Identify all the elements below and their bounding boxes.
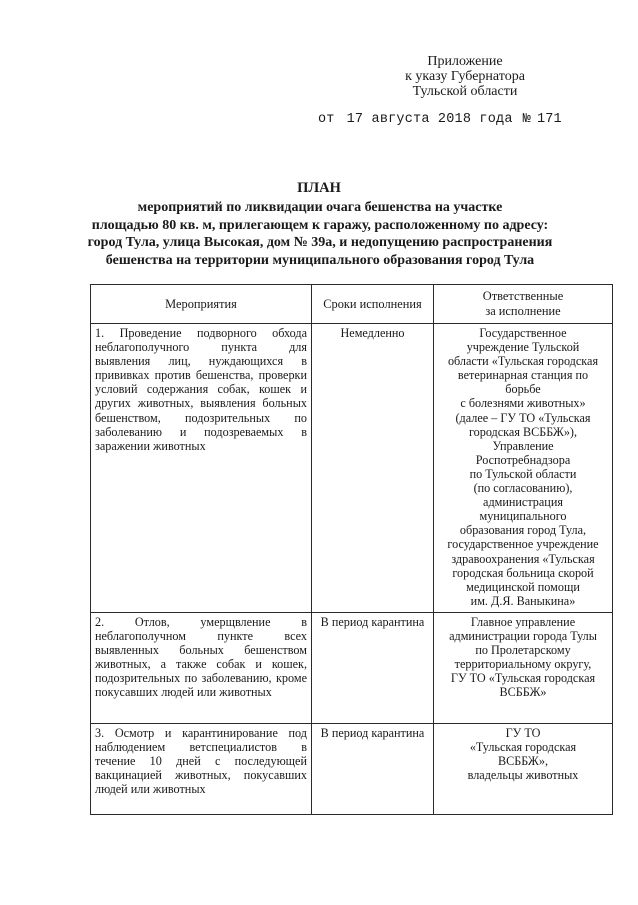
responsible-line: образования город Тула, bbox=[459, 523, 587, 538]
appendix-line: к указу Губернатора bbox=[405, 69, 525, 84]
plan-title: ПЛАН bbox=[297, 180, 341, 196]
responsible-line: борьбе bbox=[505, 382, 541, 397]
responsible-line: государственное учреждение bbox=[447, 537, 599, 552]
plan-subtitle-line: площадью 80 кв. м, прилегающем к гаражу, расположенному по адресу: bbox=[91, 217, 549, 233]
header-responsible-line: за исполнение bbox=[485, 304, 561, 318]
responsible-line: городская ВСББЖ»), bbox=[468, 424, 578, 439]
responsible-line: Управление bbox=[492, 438, 554, 453]
responsible-line: администрация bbox=[483, 495, 563, 510]
responsible-line: владельцы животных bbox=[467, 768, 579, 783]
table-row bbox=[91, 324, 613, 613]
responsible-line: городская больница скорой bbox=[452, 565, 594, 580]
decree-date: 17 августа 2018 года bbox=[346, 112, 513, 127]
deadline-cell: В период карантина bbox=[312, 724, 434, 815]
responsible-line: Роспотребнадзора bbox=[475, 452, 571, 467]
responsible-line: Главное управление bbox=[470, 615, 576, 629]
appendix-header bbox=[370, 54, 560, 99]
responsible-line: администрации города Тулы bbox=[449, 629, 597, 644]
responsible-line: муниципального bbox=[479, 509, 567, 524]
plan-subtitle-line: город Тула, улица Высокая, дом № 39а, и недопущению распространения bbox=[87, 235, 553, 251]
plan-subtitle bbox=[70, 199, 570, 269]
header-measures: Мероприятия bbox=[91, 285, 312, 324]
table-row bbox=[91, 724, 613, 815]
responsible-line: с болезнями животных» bbox=[460, 396, 586, 411]
responsible-line: по Тульской области bbox=[469, 466, 577, 481]
responsible-line: области «Тульская городская bbox=[447, 354, 599, 369]
responsible-line: ГУ ТО bbox=[505, 726, 541, 740]
responsible-line: медицинской помощи bbox=[466, 579, 580, 594]
plan-subtitle-line: бешенства на территории муниципального образования город Тула bbox=[105, 252, 535, 268]
decree-number-sign: № bbox=[522, 112, 531, 127]
responsible-cell bbox=[434, 724, 613, 815]
plan-subtitle-line: мероприятий по ликвидации очага бешенства на участке bbox=[137, 200, 503, 215]
header-responsible bbox=[434, 285, 613, 324]
table-header-row bbox=[91, 285, 613, 324]
responsible-line: территориальному округу, bbox=[454, 657, 592, 672]
responsible-line: Государственное bbox=[479, 326, 567, 340]
measure-cell: 1. Проведение подворного обхода неблагополучного пункта для выявления лиц, нуждающихся в прививках против бешенства, проверки условий содержания собак, кошек и других животных, выявления больных бешенством, подозрительных по заболеванию и подозреваемых в заражении животных bbox=[91, 324, 312, 613]
deadline-cell: Немедленно bbox=[312, 324, 434, 613]
responsible-line: здравоохранения «Тульская bbox=[451, 551, 595, 566]
responsible-line: им. Д.Я. Ваныкина» bbox=[470, 593, 576, 608]
table-row bbox=[91, 613, 613, 724]
responsible-cell bbox=[434, 613, 613, 724]
responsible-line: по Пролетарскому bbox=[475, 643, 571, 658]
decree-reference bbox=[318, 112, 562, 127]
responsible-cell bbox=[434, 324, 613, 613]
responsible-line: (далее – ГУ ТО «Тульская bbox=[455, 410, 591, 425]
responsible-line: ветеринарная станция по bbox=[457, 368, 589, 383]
responsible-line: (по согласованию), bbox=[473, 481, 573, 496]
measure-cell: 3. Осмотр и карантинирование под наблюдением ветспециалистов в течение 10 дней с последующей вакцинацией животных, покусавших людей или животных bbox=[91, 724, 312, 815]
responsible-line: ВСББЖ» bbox=[499, 685, 547, 700]
deadline-cell: В период карантина bbox=[312, 613, 434, 724]
responsible-line: ВСББЖ», bbox=[497, 754, 548, 769]
measure-cell: 2. Отлов, умерщвление в неблагополучном пункте всех выявленных больных бешенством животных, а также собак и кошек, подозрительных по заболеванию, кроме покусавших людей или животных bbox=[91, 613, 312, 724]
appendix-line: Тульской области bbox=[412, 84, 518, 99]
header-deadlines: Сроки исполнения bbox=[312, 285, 434, 324]
responsible-line: учреждение Тульской bbox=[466, 340, 580, 355]
measures-table bbox=[90, 284, 613, 815]
appendix-line: Приложение bbox=[427, 54, 503, 69]
responsible-line: «Тульская городская bbox=[469, 740, 577, 755]
responsible-line: ГУ ТО «Тульская городская bbox=[450, 671, 596, 686]
header-responsible-line: Ответственные bbox=[482, 289, 564, 303]
decree-number: 171 bbox=[536, 112, 562, 127]
decree-from-label: от bbox=[318, 112, 335, 127]
